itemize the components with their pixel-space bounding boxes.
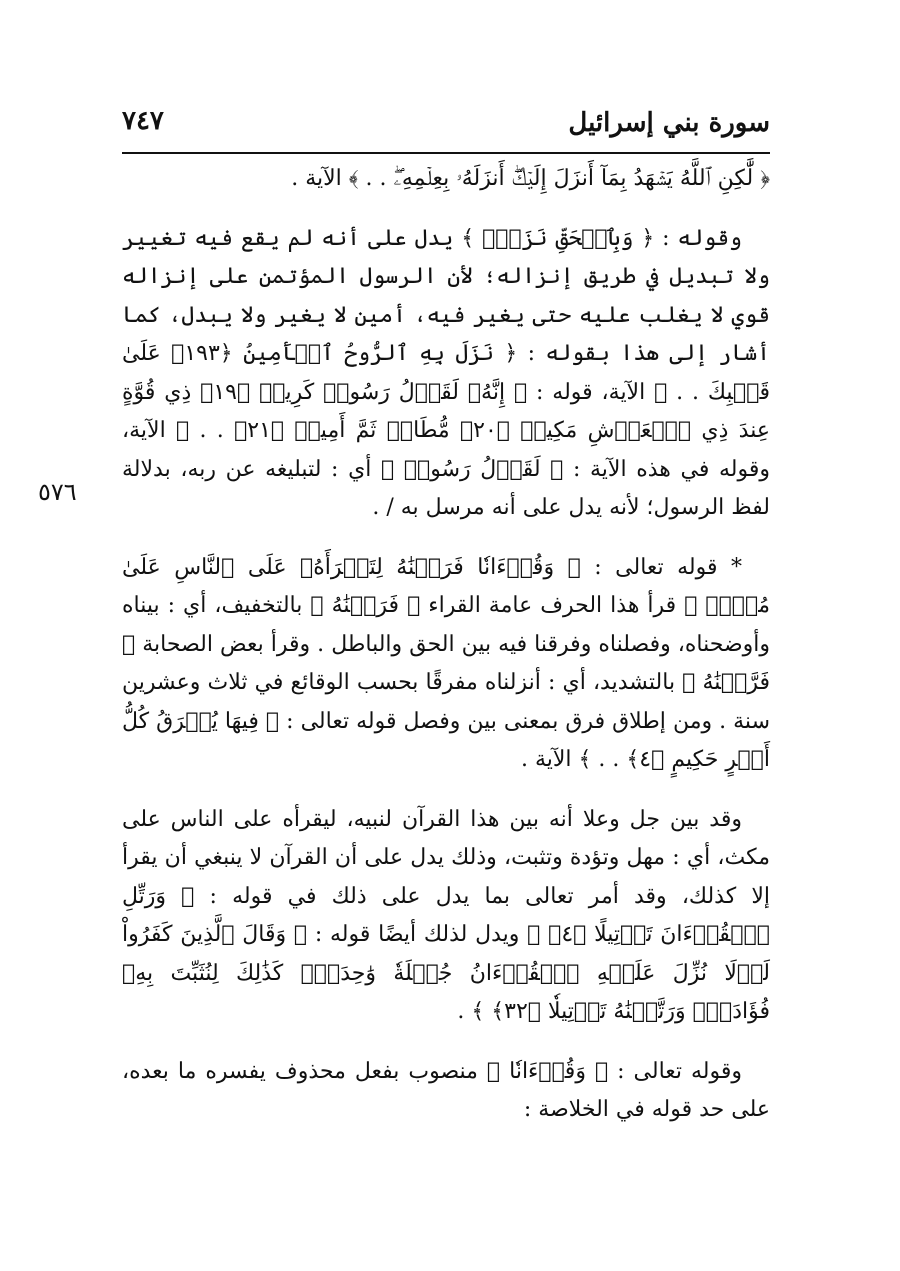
paragraph-4: وقد بين جل وعلا أنه بين هذا القرآن لنبيه، ليقرأه على الناس على مكث، أي : مهل وتؤدة وتثبت، وذلك يدل على أن القرآن لا ينبغي أن يقرأ إلا كذلك، وقد أمر تعالى بما يدل على ذلك في قوله : ﴿ وَرَتِّلِ ٱلۡقُرۡءَانَ تَرۡتِيلًا ﴿٤﴾ ﴾ ويدل لذلك أيضًا قوله : ﴿ وَقَالَ ٱلَّذِينَ كَفَرُواْ لَوۡلَا نُزِّلَ عَلَيۡهِ ٱلۡقُرۡءَانُ جُمۡلَةٗ وَٰحِدَةٗۚ كَذَٰلِكَ لِنُثَبِّتَ بِهِۦ فُؤَادَكَۖ وَرَتَّلۡنَٰهُ تَرۡتِيلٗا ﴿٣٢﴾ ﴾ . [122, 806, 771, 1024]
paragraph-1: ﴿ لَّٰكِنِ ٱللَّهُ يَشۡهَدُ بِمَآ أَنزَلَ إِلَيۡكَۖ أَنزَلَهُۥ بِعِلۡمِهِۦۖ . . ﴾ الآية . [291, 166, 770, 191]
paragraph-3: * قوله تعالى : ﴿ وَقُرۡءَانٗا فَرَقۡنَٰهُ لِتَقۡرَأَهُۥ عَلَى ٱلنَّاسِ عَلَىٰ مُكۡثٖ ﴾ قرأ هذا الحرف عامة القراء ﴿ فَرَقۡنَٰهُ ﴾ بالتخفيف، أي : بيناه وأوضحناه، وفصلناه وفرقنا فيه بين الحق والباطل . وقرأ بعض الصحابة ﴿ فَرَّقۡنَٰهُ ﴾ بالتشديد، أي : أنزلناه مفرقًا بحسب الوقائع في ثلاث وعشرين سنة . ومن إطلاق فرق بمعنى بين وفصل قوله تعالى : ﴿ فِيهَا يُفۡرَقُ كُلُّ أَمۡرٍ حَكِيمٍ ﴿٤﴾ . . ﴾ الآية . [122, 554, 771, 772]
page-number: ٧٤٧ [122, 106, 164, 136]
body-text [122, 160, 770, 1151]
margin-page-reference: ٥٧٦ [38, 478, 77, 506]
page-header [122, 100, 770, 154]
paragraph-2: وقوله : ﴿ وَبِٱلۡحَقِّ نَزَلَۗ ﴾ يدل على أنه لم يقع فيه تغيير ولا تبديل في طريق إنزاله؛ لأن الرسول المؤتمن على إنزاله قوي لا يغلب عليه حتى يغير فيه، أمين لا يغير ولا يبدل، كما أشار إلى هذا بقوله : ﴿ نَزَلَ بِهِ ٱلرُّوحُ ٱلۡأَمِينُ ﴿١٩٣﴾ عَلَىٰ قَلۡبِكَ . . ﴾ الآية، قوله : ﴿ إِنَّهُۥ لَقَوۡلُ رَسُولٖ كَرِيمٖ ﴿١٩﴾ ذِي قُوَّةٍ عِندَ ذِي ٱلۡعَرۡشِ مَكِينٖ ﴿٢٠﴾ مُّطَاعٖ ثَمَّ أَمِينٖ ﴿٢١﴾ . . ﴾ الآية، وقوله في هذه الآية : ﴿ لَقَوۡلُ رَسُولٖ ﴾ أي : لتبليغه عن ربه، بدلالة لفظ الرسول؛ لأنه يدل على أنه مرسل به / . [122, 225, 770, 520]
paragraph-5: وقوله تعالى : ﴿ وَقُرۡءَانٗا ﴾ منصوب بفعل محذوف يفسره ما بعده، على حد قوله في الخلاصة : [122, 1058, 770, 1122]
surah-title: سورة بني إسرائيل [568, 108, 770, 138]
